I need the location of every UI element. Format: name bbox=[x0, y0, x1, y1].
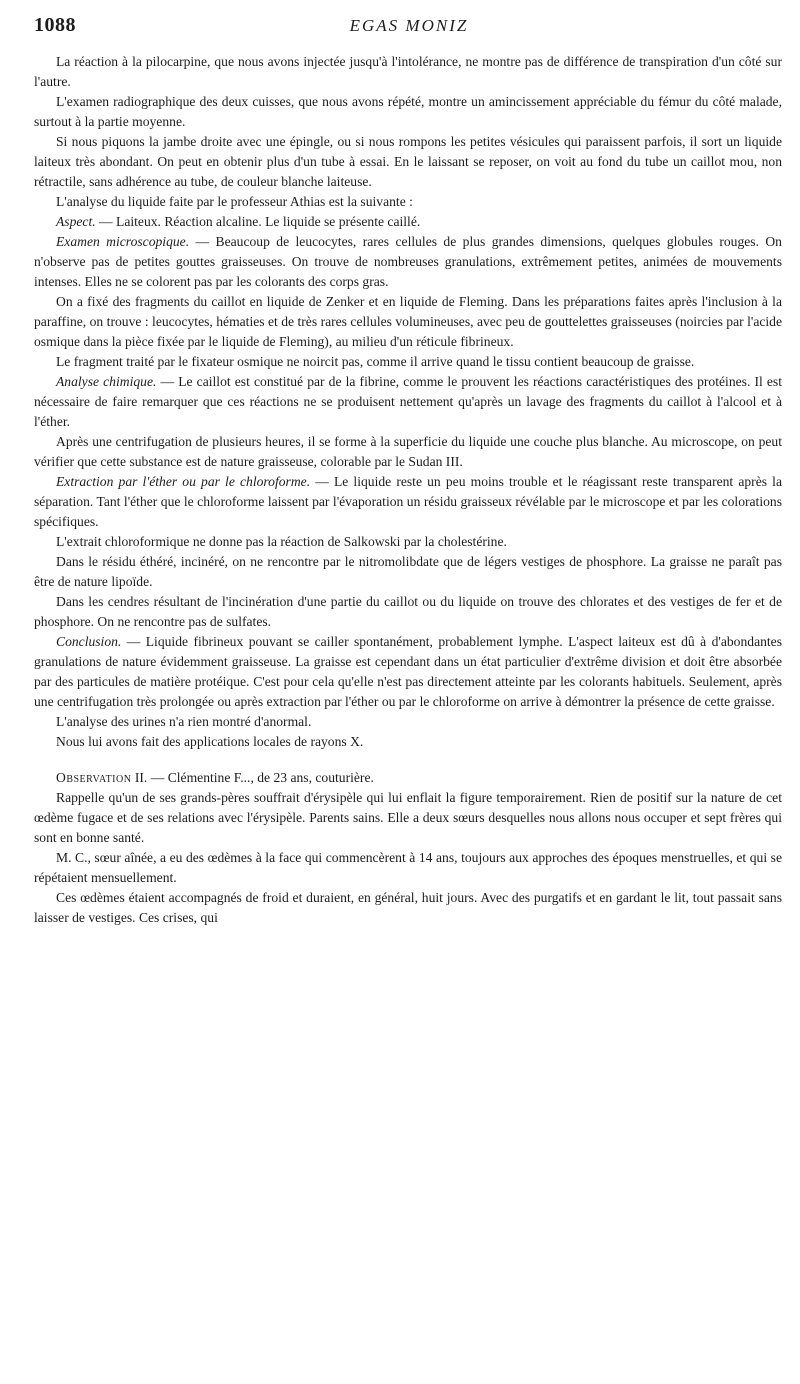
paragraph-lead: Conclusion. bbox=[56, 634, 122, 649]
paragraph bbox=[34, 632, 782, 712]
paragraph-text: — Beaucoup de leucocytes, rares cellules de plus grandes dimensions, quelques globules rouges. On n'observe pas de petites gouttes graisseuses. On trouve de nombreuses granulations, extrêmement petites, animées de mouvements intenses. Elles ne se colorent pas par les colorants des corps gras. bbox=[34, 234, 782, 289]
paragraph-text: On a fixé des fragments du caillot en liquide de Zenker et en liquide de Fleming. Dans les préparations faites après l'inclusion à la paraffine, on trouve : leucocytes, hématies et de très rares cellules volumineuses, avec peu de gouttelettes graisseuses (noircies par l'acide osmique dans la pièce fixée par le liquide de Fleming), au milieu d'un réticule fibrineux. bbox=[34, 294, 782, 349]
page-number: 1088 bbox=[34, 14, 76, 36]
paragraph bbox=[34, 92, 782, 132]
paragraph bbox=[34, 192, 782, 212]
paragraph-lead: Aspect. bbox=[56, 214, 96, 229]
observation-heading: Observation bbox=[56, 770, 132, 785]
paragraph-text: II. — Clémentine F..., de 23 ans, couturière. bbox=[131, 770, 374, 785]
paragraph-text: — Liquide fibrineux pouvant se cailler spontanément, probablement lymphe. L'aspect laiteux est dû à d'abondantes granulations de nature évidemment graisseuse. La graisse est cependant dans un état particulier d'extrême division et doit être absorbée par des particules de matière protéique. C'est pour cela qu'elle n'est pas directement atteinte par les colorants habituels. Seulement, après une centrifugation très prolongée ou après extraction par l'éther ou par le chloroforme on arrive à démontrer la présence de cette graisse. bbox=[34, 634, 782, 709]
paragraph-text: L'examen radiographique des deux cuisses, que nous avons répété, montre un amincissement appréciable du fémur du côté malade, surtout à la partie moyenne. bbox=[34, 94, 782, 129]
paragraph-text: L'analyse du liquide faite par le professeur Athias est la suivante : bbox=[56, 194, 413, 209]
page-header bbox=[34, 14, 784, 48]
paragraph-text: Si nous piquons la jambe droite avec une épingle, ou si nous rompons les petites vésicules qui paraissent parfois, il sort un liquide laiteux très abondant. On peut en obtenir plus d'un tube à essai. En le laissant se reposer, on voit au fond du tube un caillot mou, non rétractile, sans adhérence au tube, de couleur blanche laiteuse. bbox=[34, 134, 782, 189]
paragraph bbox=[34, 552, 782, 592]
paragraph-lead: Analyse chimique. bbox=[56, 374, 157, 389]
paragraph-text: — Laiteux. Réaction alcaline. Le liquide se présente caillé. bbox=[95, 214, 421, 229]
paragraph bbox=[34, 888, 782, 928]
running-title: EGAS MONIZ bbox=[349, 16, 469, 35]
body-text bbox=[34, 52, 782, 928]
paragraph-text: Rappelle qu'un de ses grands-pères souffrait d'érysipèle qui lui enflait la figure temporairement. Rien de positif sur la nature de cet œdème fugace et de ses relations avec l'érysipèle. Parents sains. Elle a deux sœurs desquelles nous allons nous occuper et sept frères qui sont en bonne santé. bbox=[34, 790, 782, 845]
paragraph bbox=[34, 352, 782, 372]
paragraph bbox=[34, 292, 782, 352]
paragraph bbox=[34, 232, 782, 292]
paragraph bbox=[34, 132, 782, 192]
paragraph bbox=[34, 712, 782, 732]
paragraph-text: L'extrait chloroformique ne donne pas la réaction de Salkowski par la cholestérine. bbox=[56, 534, 507, 549]
paragraph bbox=[34, 788, 782, 848]
paragraph-text: Dans le résidu éthéré, incinéré, on ne rencontre par le nitromolibdate que de légers vestiges de phosphore. La graisse ne paraît pas être de nature lipoïde. bbox=[34, 554, 782, 589]
paragraph-text: Nous lui avons fait des applications locales de rayons X. bbox=[56, 734, 364, 749]
paragraph-text: Dans les cendres résultant de l'incinération d'une partie du caillot ou du liquide on trouve des chlorates et des vestiges de fer et de phosphore. On ne rencontre pas de sulfates. bbox=[34, 594, 782, 629]
paragraph-text: — Le caillot est constitué par de la fibrine, comme le prouvent les réactions caractéristiques des protéines. Il est nécessaire de faire remarquer que ces réactions ne se produisent nettement qu'après un lavage des fragments du caillot à l'alcool et à l'éther. bbox=[34, 374, 782, 429]
paragraph bbox=[34, 472, 782, 532]
paragraph bbox=[34, 592, 782, 632]
paragraph-text: — Le liquide reste un peu moins trouble et le réagissant reste transparent après la séparation. Tant l'éther que le chloroforme laissent par l'évaporation un résidu graisseux révélable par le microscope et par les colorations spécifiques. bbox=[34, 474, 782, 529]
paragraph-lead: Extraction par l'éther ou par le chloroforme. bbox=[56, 474, 311, 489]
paragraph-text: La réaction à la pilocarpine, que nous avons injectée jusqu'à l'intolérance, ne montre pas de différence de transpiration d'un côté sur l'autre. bbox=[34, 54, 782, 89]
paragraph bbox=[34, 732, 782, 752]
paragraph-text: Ces œdèmes étaient accompagnés de froid et duraient, en général, huit jours. Avec des purgatifs et en gardant le lit, tout passait sans laisser de vestiges. Ces crises, qui bbox=[34, 890, 782, 925]
paragraph-text: L'analyse des urines n'a rien montré d'anormal. bbox=[56, 714, 312, 729]
paragraph bbox=[34, 52, 782, 92]
paragraph bbox=[34, 848, 782, 888]
paragraph bbox=[34, 212, 782, 232]
paragraph bbox=[34, 372, 782, 432]
paragraph bbox=[34, 432, 782, 472]
paragraph-text: Le fragment traité par le fixateur osmique ne noircit pas, comme il arrive quand le tissu contient beaucoup de graisse. bbox=[56, 354, 695, 369]
paragraph-lead: Examen microscopique. bbox=[56, 234, 190, 249]
paragraph-text: M. C., sœur aînée, a eu des œdèmes à la face qui commencèrent à 14 ans, toujours aux approches des époques menstruelles, et qui se répétaient mensuellement. bbox=[34, 850, 782, 885]
paragraph bbox=[34, 768, 782, 788]
paragraph bbox=[34, 532, 782, 552]
paragraph-text: Après une centrifugation de plusieurs heures, il se forme à la superficie du liquide une couche plus blanche. Au microscope, on peut vérifier que cette substance est de nature graisseuse, colorable par le Sudan III. bbox=[34, 434, 782, 469]
